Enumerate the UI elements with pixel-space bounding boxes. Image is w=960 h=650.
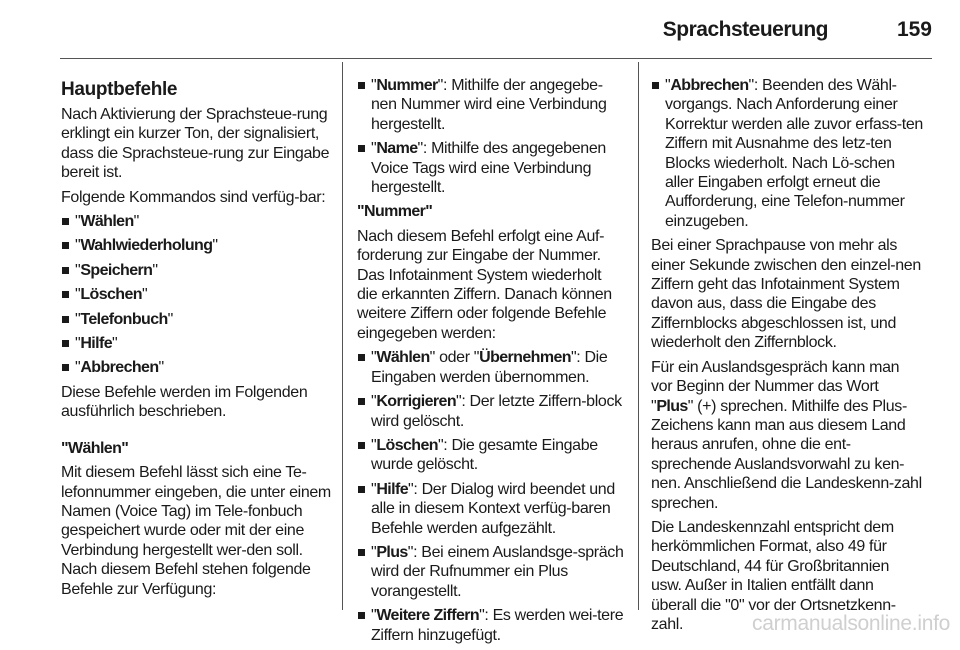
command-name: Übernehmen bbox=[479, 349, 571, 367]
subsection-heading: "Nummer" bbox=[357, 203, 433, 221]
command-name: Plus bbox=[656, 397, 688, 415]
command-list bbox=[651, 76, 923, 231]
list-item: "Plus": Bei einem Auslandsge-spräch wird der Rufnummer ein Plus vorangestellt. bbox=[357, 543, 625, 601]
command-name: Korrigieren bbox=[376, 393, 456, 411]
commands-intro: Folgende Kommandos sind verfüg-bar: bbox=[61, 188, 326, 206]
command-name: Plus bbox=[376, 543, 408, 561]
list-item: "Hilfe": Der Dialog wird beendet und alle in diesem Kontext verfüg-baren Befehle werden aufgezählt. bbox=[357, 480, 625, 538]
command-description: : Mithilfe der angegebe-nen Nummer wird eine Verbindung hergestellt. bbox=[371, 77, 607, 133]
outro-paragraph: Diese Befehle werden im Folgenden ausführlich beschrieben. bbox=[61, 383, 308, 421]
command-name: Wählen bbox=[80, 213, 134, 231]
watermark-text: carmanualsonline.info bbox=[752, 612, 950, 635]
command-name: Löschen bbox=[80, 286, 142, 304]
command-description: : Der Dialog wird beendet und alle in diesem Kontext verfüg-baren Befehle werden aufgezählt. bbox=[371, 480, 615, 537]
command-list bbox=[357, 76, 625, 197]
nummer-paragraph: Nach diesem Befehl erfolgt eine Auf-forderung zur Eingabe der Nummer. Das Infotainment System wiederholt die erkannten Ziffern. Danach können weitere Ziffern oder folgende Befehle eingegeben werden: bbox=[357, 227, 612, 342]
command-description: : Mithilfe des angegebenen Voice Tags wird eine Verbindung hergestellt. bbox=[371, 140, 606, 197]
column-2 bbox=[357, 76, 625, 650]
list-item: "Telefonbuch" bbox=[61, 310, 331, 329]
list-item: "Speichern" bbox=[61, 261, 331, 280]
paragraph-text: " (+) sprechen. Mithilfe des Plus-Zeichens kann man aus diesem Land heraus anrufen, ohne die ent-sprechende Auslandsvorwahl zu ken-nen. Anschließend die Landeskenn-zahl sprechen. bbox=[651, 397, 922, 512]
command-name: Hilfe bbox=[376, 480, 409, 498]
command-name: Löschen bbox=[376, 436, 438, 454]
command-name: Weitere Ziffern bbox=[376, 607, 480, 625]
column-divider bbox=[638, 62, 639, 610]
waehlen-paragraph: Mit diesem Befehl lässt sich eine Te-lefonnummer eingeben, die unter einem Namen (Voice Tag) im Tele-fonbuch gespeichert wurde oder mit der eine Verbindung hergestellt wer-den soll. Nach diesem Befehl stehen folgende Befehle zur Verfügung: bbox=[61, 464, 331, 598]
landeskennzahl-paragraph: Die Landeskennzahl entspricht dem herkömmlichen Format, also 49 für Deutschland, 44 für Großbritannien usw. Außer in Italien entfällt dann überall die "0" vor der Ortsnetzkenn-zahl. bbox=[651, 518, 896, 633]
auslandsgespraech-paragraph bbox=[651, 358, 923, 513]
subsection-heading: "Wählen" bbox=[61, 439, 129, 457]
list-item: "Hilfe" bbox=[61, 334, 331, 353]
command-description: : Der letzte Ziffern-block wird gelöscht. bbox=[371, 393, 622, 430]
page-title: Sprachsteuerung bbox=[662, 18, 828, 41]
command-name: Abbrechen bbox=[670, 77, 749, 94]
command-description: : Beenden des Wähl-vorgangs. Nach Anforderung einer Korrektur werden alle zuvor erfass-ten Ziffern mit Ausnahme des letz-ten Blocks wiederholt. Nach Lö-schen aller Eingaben erfolgt erneut die Aufforderung, eine Telefon-nummer einzugeben. bbox=[665, 77, 923, 230]
command-name: Name bbox=[376, 140, 418, 158]
list-item: "Korrigieren": Der letzte Ziffern-block wird gelöscht. bbox=[357, 392, 625, 431]
pause-paragraph: Bei einer Sprachpause von mehr als einer Sekunde zwischen den einzel-nen Ziffern geht das Infotainment System davon aus, dass die Eingabe des Ziffernblocks abgeschlossen ist, und wiederholt den Ziffernblock. bbox=[651, 237, 921, 352]
command-description: : Die Eingaben werden übernommen. bbox=[371, 349, 608, 386]
command-name: Wahlwiederholung bbox=[80, 237, 213, 255]
list-item: "Abbrechen": Beenden des Wähl-vorgangs. Nach Anforderung einer Korrektur werden alle zuvor erfass-ten Ziffern mit Ausnahme des letz-ten Blocks wiederholt. Nach Lö-schen aller Eingaben erfolgt erneut die Aufforderung, eine Telefon-nummer einzugeben. bbox=[651, 76, 923, 231]
column-1 bbox=[61, 80, 331, 604]
list-item: "Löschen": Die gesamte Eingabe wurde gelöscht. bbox=[357, 436, 625, 475]
command-name: Abbrechen bbox=[80, 359, 159, 377]
list-item: "Abbrechen" bbox=[61, 358, 331, 377]
command-description: : Bei einem Auslandsge-spräch wird der Rufnummer ein Plus vorangestellt. bbox=[371, 543, 624, 600]
command-name: Hilfe bbox=[80, 335, 113, 353]
column-divider bbox=[342, 62, 343, 610]
section-heading: Hauptbefehle bbox=[61, 79, 178, 100]
command-name: Nummer bbox=[376, 77, 438, 94]
command-list bbox=[61, 212, 331, 378]
list-item: "Wählen" bbox=[61, 212, 331, 231]
column-3 bbox=[651, 76, 923, 639]
list-item: "Löschen" bbox=[61, 285, 331, 304]
list-item: "Weitere Ziffern": Es werden wei-tere Ziffern hinzugefügt. bbox=[357, 606, 625, 645]
list-item: "Nummer": Mithilfe der angegebe-nen Nummer wird eine Verbindung hergestellt. bbox=[357, 76, 625, 134]
list-item: "Name": Mithilfe des angegebenen Voice Tags wird eine Verbindung hergestellt. bbox=[357, 139, 625, 197]
list-item: "Wählen" oder "Übernehmen": Die Eingaben werden übernommen. bbox=[357, 348, 625, 387]
command-description: : Die gesamte Eingabe wurde gelöscht. bbox=[371, 436, 598, 474]
list-item: "Wahlwiederholung" bbox=[61, 236, 331, 255]
page-number: 159 bbox=[896, 18, 932, 41]
paragraph-text: Für ein Auslandsgespräch kann man vor Beginn der Nummer das Wort " bbox=[651, 358, 900, 415]
intro-paragraph: Nach Aktivierung der Sprachsteue-rung erklingt ein kurzer Ton, der signalisiert, dass die Sprachsteue-rung zur Eingabe bereit ist. bbox=[61, 106, 330, 182]
command-name: Speichern bbox=[80, 261, 153, 279]
command-name: Wählen bbox=[376, 349, 430, 367]
command-description: : Es werden wei-tere Ziffern hinzugefügt. bbox=[371, 607, 624, 644]
connector-text: " oder " bbox=[429, 349, 480, 367]
command-list bbox=[357, 348, 625, 645]
command-name: Telefonbuch bbox=[80, 310, 168, 328]
header-divider bbox=[60, 58, 932, 59]
